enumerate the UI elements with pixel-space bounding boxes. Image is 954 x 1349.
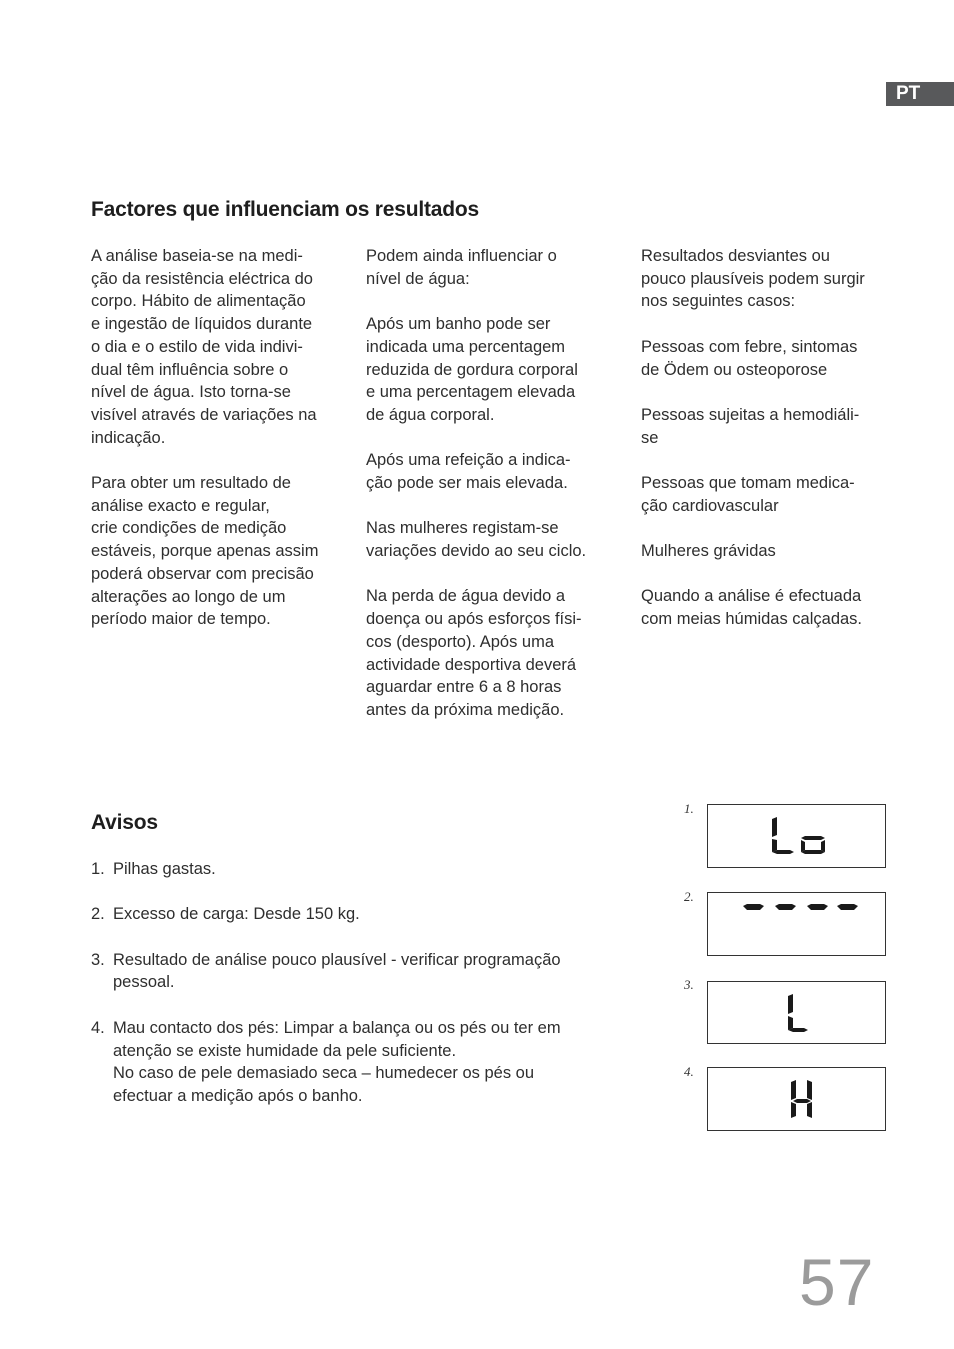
lcd-display-dashes bbox=[707, 892, 886, 956]
lcd-display-lo bbox=[707, 804, 886, 868]
warnings-list bbox=[91, 858, 631, 1130]
lcd-h-icon bbox=[708, 1068, 887, 1132]
text-column-2 bbox=[366, 245, 618, 722]
paragraph: Mulheres grávidas bbox=[641, 542, 776, 561]
paragraph: Podem ainda influenciar o nível de água: bbox=[366, 247, 557, 288]
paragraph: Resultados desviantes ou pouco plausíveis podem surgir nos seguintes casos: bbox=[641, 247, 865, 311]
paragraph: Nas mulheres registam-se variações devido ao seu ciclo. bbox=[366, 519, 587, 561]
paragraph: Após um banho pode ser indicada uma percentagem reduzida de gordura corporal e uma percentagem elevada de água corporal. bbox=[366, 315, 578, 424]
paragraph: Na perda de água devido a doença ou após esforços físi- cos (desporto). Após uma actividade desportiva deverá aguardar entre 6 a 8 horas antes da próxima medição. bbox=[366, 587, 582, 719]
list-item-text: Excesso de carga: Desde 150 kg. bbox=[113, 905, 360, 924]
display-number: 2. bbox=[684, 889, 694, 904]
list-item bbox=[91, 903, 631, 926]
list-item-text: Resultado de análise pouco plausível - verificar programação pessoal. bbox=[113, 950, 561, 992]
paragraph: Pessoas que tomam medica- ção cardiovascular bbox=[641, 473, 855, 515]
paragraph: Quando a análise é efectuada com meias húmidas calçadas. bbox=[641, 587, 863, 629]
text-column-3 bbox=[641, 245, 897, 631]
paragraph: A análise baseia-se na medi- ção da resistência eléctrica do corpo. Hábito de alimentação e ingestão de líquidos durante o dia e o estilo de vida indivi- dual têm influência sobre o nível de água. Isto torna-se visível através de variações na indicação. bbox=[91, 247, 317, 447]
list-item-number: 3. bbox=[91, 950, 105, 969]
section-title-warnings: Avisos bbox=[91, 811, 158, 834]
lcd-dashes-icon bbox=[708, 893, 887, 957]
list-item bbox=[91, 1017, 631, 1108]
section-title-factors: Factores que influenciam os resultados bbox=[91, 198, 480, 221]
paragraph: Pessoas com febre, sintomas de Ödem ou osteoporose bbox=[641, 337, 858, 379]
list-item-text: Mau contacto dos pés: Limpar a balança ou os pés ou ter em atenção se existe humidade da pele suficiente. No caso de pele demasiado seca – humedecer os pés ou efectuar a medição após o banho. bbox=[113, 1018, 561, 1105]
display-number: 1. bbox=[684, 801, 694, 816]
paragraph: Pessoas sujeitas a hemodiáli- se bbox=[641, 405, 860, 447]
text-column-1 bbox=[91, 245, 343, 631]
lcd-display-l bbox=[707, 981, 886, 1044]
lcd-lo-icon bbox=[708, 805, 887, 869]
lcd-display-h bbox=[707, 1067, 886, 1131]
paragraph: Após uma refeição a indica- ção pode ser mais elevada. bbox=[366, 451, 571, 492]
list-item-number: 1. bbox=[91, 860, 105, 878]
language-tab: PT bbox=[886, 82, 954, 106]
list-item-number: 4. bbox=[91, 1018, 105, 1037]
lcd-l-icon bbox=[708, 982, 887, 1045]
list-item-number: 2. bbox=[91, 905, 105, 924]
paragraph: Para obter um resultado de análise exacto e regular, crie condições de medição estáveis, porque apenas assim poderá observar com precisão alterações ao longo de um período maior de tempo. bbox=[91, 474, 319, 629]
page-number: 57 bbox=[799, 1245, 875, 1319]
list-item-text: Pilhas gastas. bbox=[113, 860, 216, 878]
display-number: 3. bbox=[684, 977, 694, 992]
list-item bbox=[91, 858, 631, 881]
list-item bbox=[91, 949, 631, 994]
display-number: 4. bbox=[684, 1064, 694, 1079]
